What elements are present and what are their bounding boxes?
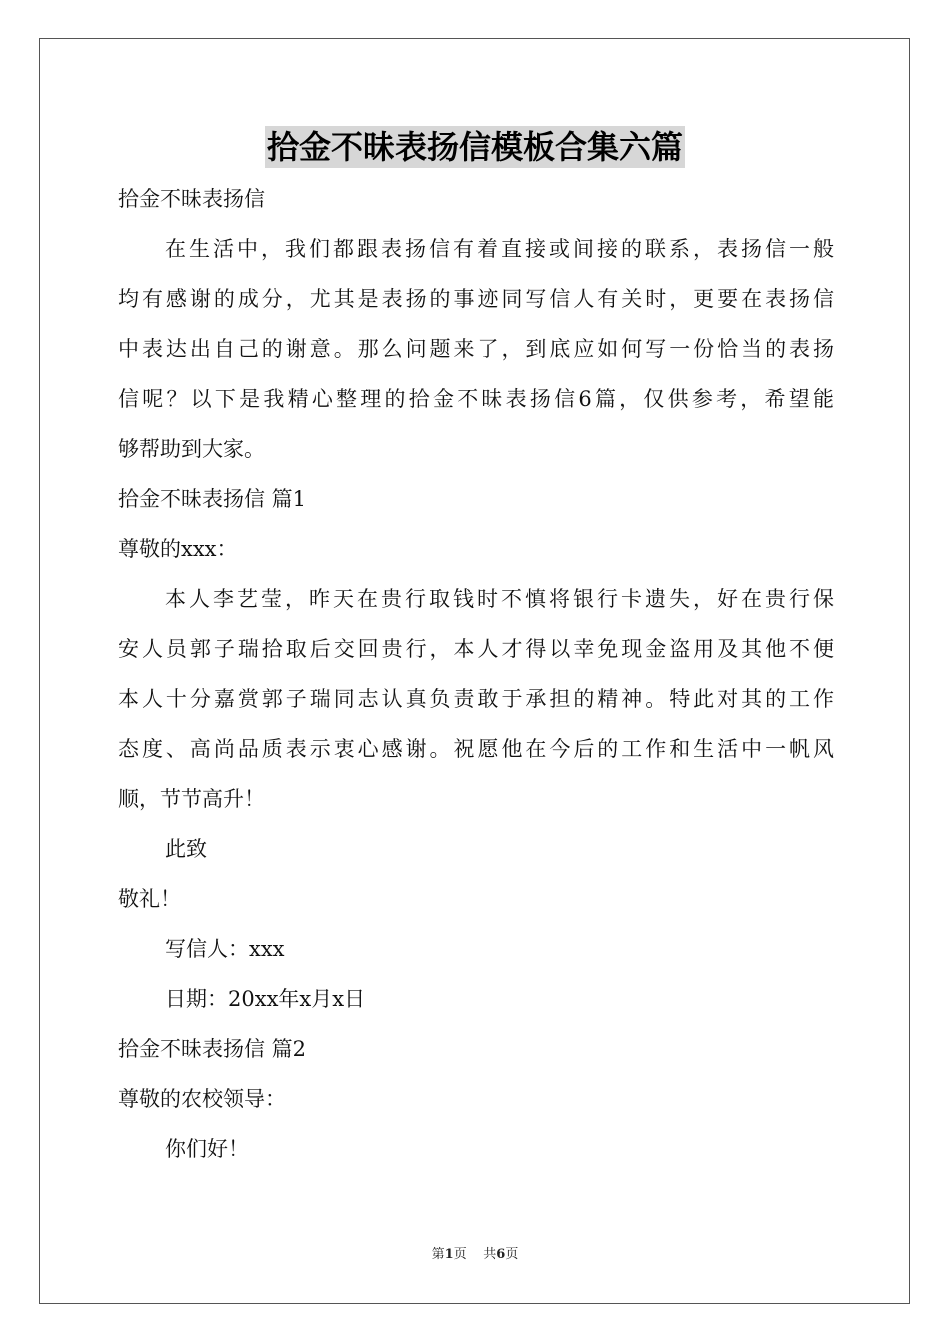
closing-line: 敬礼！ bbox=[118, 887, 181, 911]
paragraph-line: 本人十分嘉赏郭子瑞同志认真负责敢于承担的精神。特此对其的工作 bbox=[118, 687, 834, 711]
paragraph-line: 在生活中，我们都跟表扬信有着直接或间接的联系，表扬信一般 bbox=[165, 237, 834, 261]
page-number: 1 bbox=[444, 1247, 454, 1262]
document-body bbox=[118, 174, 834, 1174]
paragraph-line: 本人李艺莹，昨天在贵行取钱时不慎将银行卡遗失，好在贵行保 bbox=[165, 587, 834, 611]
page-footer bbox=[0, 1245, 950, 1265]
total-label-suffix: 页 bbox=[505, 1247, 519, 1262]
greeting-line: 你们好！ bbox=[165, 1137, 249, 1161]
closing-line: 此致 bbox=[165, 837, 207, 861]
salutation: 尊敬的农校领导： bbox=[118, 1087, 286, 1111]
total-pages: 6 bbox=[496, 1247, 506, 1262]
section-heading: 拾金不昧表扬信 bbox=[118, 187, 265, 211]
page-label-prefix: 第 bbox=[431, 1247, 445, 1262]
page-label-suffix: 页 bbox=[453, 1247, 467, 1262]
section-heading: 拾金不昧表扬信 篇1 bbox=[118, 487, 307, 511]
document-title: 拾金不昧表扬信模板合集六篇 bbox=[266, 128, 683, 166]
title-container bbox=[0, 126, 950, 168]
total-label-prefix: 共 bbox=[483, 1247, 497, 1262]
paragraph-line: 信呢？以下是我精心整理的拾金不昧表扬信6篇，仅供参考，希望能 bbox=[118, 387, 834, 411]
paragraph-line: 均有感谢的成分，尤其是表扬的事迹同写信人有关时，更要在表扬信 bbox=[118, 287, 834, 311]
section-heading: 拾金不昧表扬信 篇2 bbox=[118, 1037, 307, 1061]
paragraph-line: 顺，节节高升！ bbox=[118, 787, 265, 811]
signature-line: 写信人：xxx bbox=[165, 937, 285, 961]
paragraph-line: 中表达出自己的谢意。那么问题来了，到底应如何写一份恰当的表扬 bbox=[118, 337, 834, 361]
date-line: 日期：20xx年x月x日 bbox=[165, 987, 366, 1011]
paragraph-line: 安人员郭子瑞拾取后交回贵行，本人才得以幸免现金盗用及其他不便 bbox=[118, 637, 834, 661]
paragraph-line: 够帮助到大家。 bbox=[118, 437, 265, 461]
salutation: 尊敬的xxx： bbox=[118, 537, 238, 561]
paragraph-line: 态度、高尚品质表示衷心感谢。祝愿他在今后的工作和生活中一帆风 bbox=[118, 737, 834, 761]
